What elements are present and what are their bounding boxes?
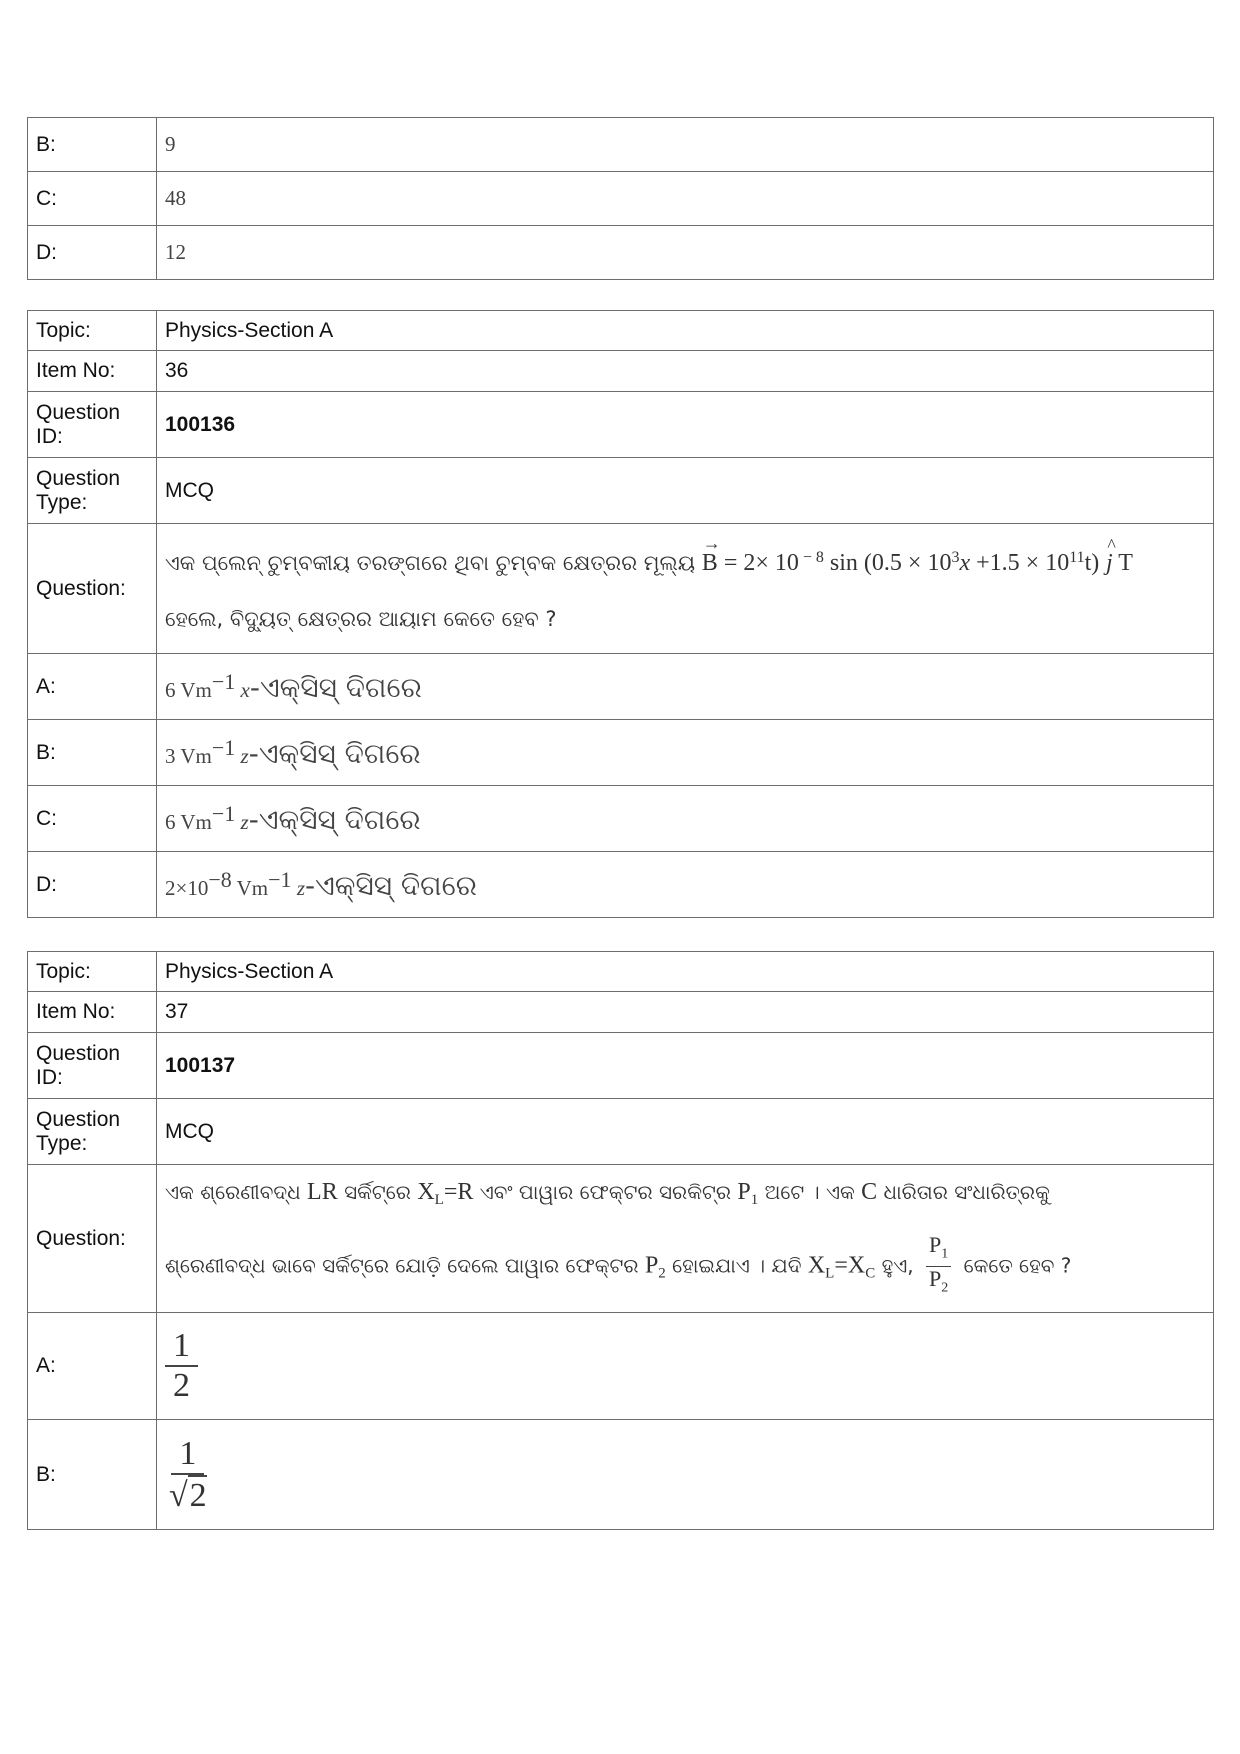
option-row-c (28, 172, 1214, 226)
option-row-d (28, 226, 1214, 280)
question-line-2: ଶ୍ରେଣୀବଦ୍ଧ ଭାବେ ସର୍କିଟ୍‌ରେ ଯୋଡ଼ି ଦେଲେ ପାୱାର ଫେକ୍ଟର $P_2$ ହୋଇଯାଏ । ଯଦି $X_L=X_C$ ହୁଏ, $\frac{P_1}{P_2}$ କେତେ ହେବ ? (165, 1233, 1205, 1301)
option-value: 9 (157, 118, 1214, 172)
question-line-1: ଏକ ଶ୍ରେଣୀବଦ୍ଧ LR ସର୍କିଟ୍‌ରେ $X_L=R$ ଏବଂ ପାୱାର ଫେକ୍ଟର ସରକିଟ୍‌ର $P_1$ ଅଟେ । ଏକ C ଧାରିତାର ସଂଧାରିତ୍ରକୁ (165, 1178, 1050, 1208)
question-id-value: 100136 (157, 392, 1214, 458)
question-type-label: Question Type: (28, 1099, 157, 1165)
option-value: 6 $Vm^{-1}$ x-ଏକ୍ସିସ୍ ଦିଗରେ (157, 654, 1214, 720)
option-label: C: (28, 786, 157, 852)
option-row-b (28, 720, 1214, 786)
option-label: D: (28, 852, 157, 918)
option-row-b (28, 118, 1214, 172)
question-id-value: 100137 (157, 1033, 1214, 1099)
option-value: 48 (157, 172, 1214, 226)
item-label: Item No: (28, 992, 157, 1033)
question-label: Question: (28, 1165, 157, 1313)
p1-over-p2-fraction: $\frac{P_1}{P_2}$ (926, 1233, 951, 1301)
option-value (157, 1313, 1214, 1420)
question-id-row (28, 1033, 1214, 1099)
vector-b: → B (702, 548, 718, 578)
item-row (28, 351, 1214, 392)
option-label: B: (28, 1420, 157, 1530)
question-37-table (27, 951, 1214, 1530)
topic-label: Topic: (28, 311, 157, 351)
fraction-one-half: $\frac{1}{2}$ (165, 1327, 198, 1405)
question-35-options-table (27, 117, 1214, 280)
topic-value: Physics-Section A (157, 952, 1214, 992)
item-row (28, 992, 1214, 1033)
option-value: 12 (157, 226, 1214, 280)
item-value: 36 (157, 351, 1214, 392)
item-value: 37 (157, 992, 1214, 1033)
unit-vector-j: ^ j (1106, 548, 1113, 578)
option-label: B: (28, 118, 157, 172)
option-value (157, 1420, 1214, 1530)
topic-row (28, 952, 1214, 992)
question-row (28, 1165, 1214, 1313)
option-label: A: (28, 654, 157, 720)
option-row-c (28, 786, 1214, 852)
option-row-a (28, 654, 1214, 720)
question-text (157, 1165, 1214, 1313)
question-id-label: Question ID: (28, 392, 157, 458)
question-label: Question: (28, 524, 157, 654)
question-line-1: ଏକ ପ୍ଲେନ୍ ଚୁମ୍ବକୀୟ ତରଙ୍ଗରେ ଥିବା ଚୁମ୍ବକ କ୍ଷେତ୍ରର ମୂଲ୍ୟ → B = 2× 10 $^{- 8}$ $\sin (0.5 \times 10^3x +1.5 \times 10^{11}t)$ ^ j T (165, 543, 1205, 578)
question-line-2: ହେଲେ, ବିଦ୍ୟୁତ୍ କ୍ଷେତ୍ରର ଆୟାମ କେତେ ହେବ ? (165, 607, 557, 631)
option-label: B: (28, 720, 157, 786)
question-type-row (28, 1099, 1214, 1165)
option-value: 6 $Vm^{-1}$ z-ଏକ୍ସିସ୍ ଦିଗରେ (157, 786, 1214, 852)
option-value: 3 $Vm^{-1}$ z-ଏକ୍ସିସ୍ ଦିଗରେ (157, 720, 1214, 786)
question-type-label: Question Type: (28, 458, 157, 524)
topic-label: Topic: (28, 952, 157, 992)
question-36-table (27, 310, 1214, 918)
topic-row (28, 311, 1214, 351)
item-label: Item No: (28, 351, 157, 392)
question-row (28, 524, 1214, 654)
question-type-row (28, 458, 1214, 524)
question-type-value: MCQ (157, 458, 1214, 524)
option-label: C: (28, 172, 157, 226)
fraction-one-over-root-two: $\frac{1}{√2}$ (169, 1434, 207, 1514)
question-id-row (28, 392, 1214, 458)
option-row-a (28, 1313, 1214, 1420)
question-text (157, 524, 1214, 654)
option-label: D: (28, 226, 157, 280)
option-row-b (28, 1420, 1214, 1530)
option-row-d (28, 852, 1214, 918)
question-id-label: Question ID: (28, 1033, 157, 1099)
topic-value: Physics-Section A (157, 311, 1214, 351)
option-label: A: (28, 1313, 157, 1420)
question-type-value: MCQ (157, 1099, 1214, 1165)
option-value: $2\times 10^{-8}$ $Vm^{-1}$ z-ଏକ୍ସିସ୍ ଦିଗରେ (157, 852, 1214, 918)
